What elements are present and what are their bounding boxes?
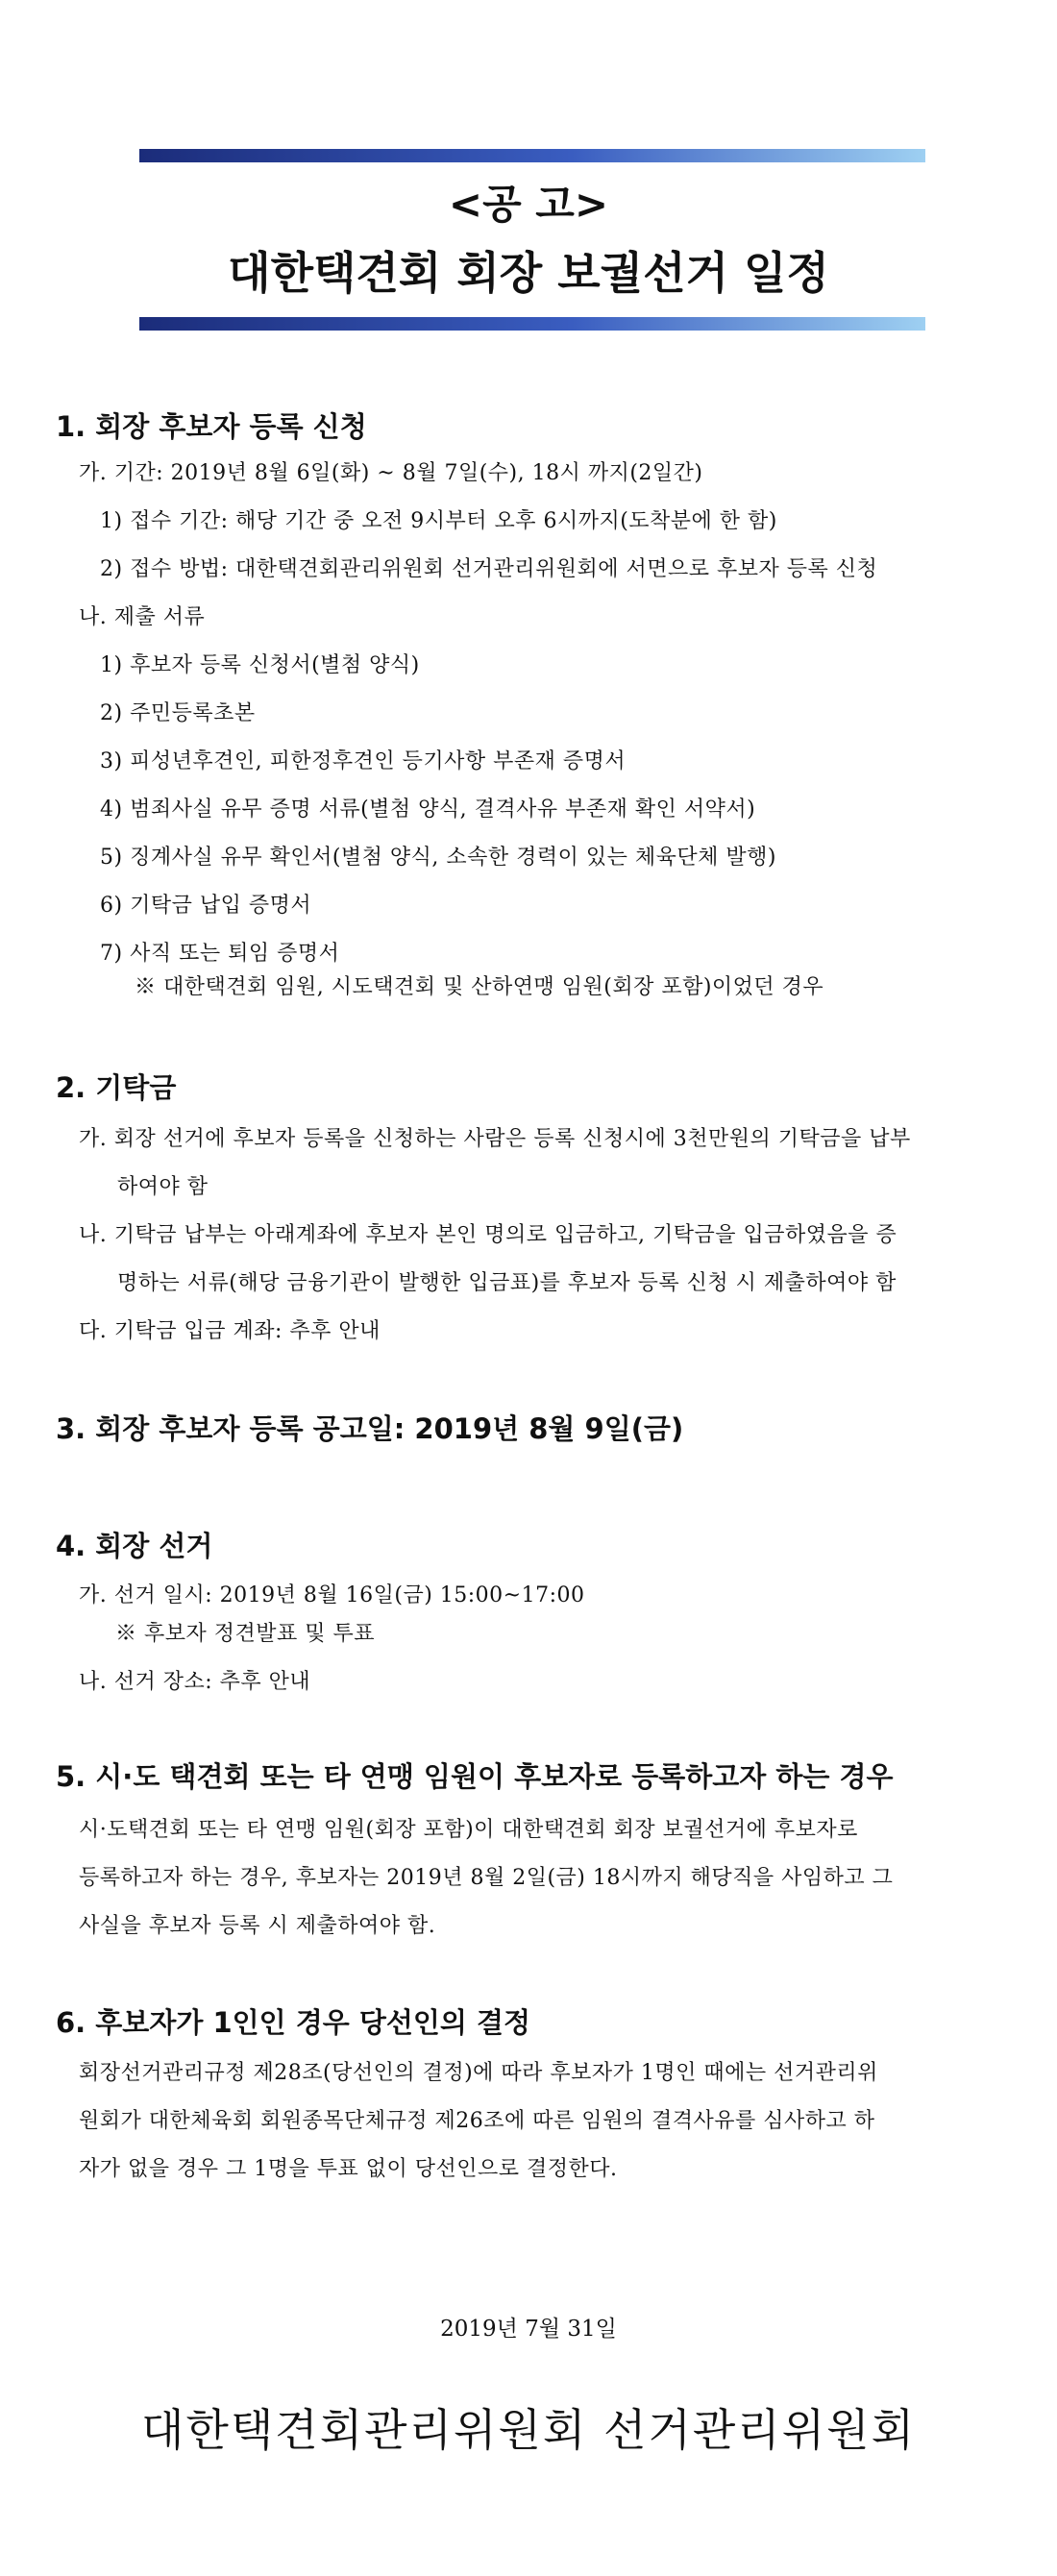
s1-receipt-method: 2) 접수 방법: 대한택견회관리위원회 선거관리위원회에 서면으로 후보자 등록 신청 [100, 557, 878, 581]
section-5-heading: 5. 시·도 택견회 또는 타 연맹 임원이 후보자로 등록하고자 하는 경우 [56, 1760, 894, 1793]
s6-line: 원회가 대한체육회 회원종목단체규정 제26조에 따른 임원의 결격사유를 심사하고 하 [79, 2109, 875, 2133]
s1-doc-item: 7) 사직 또는 퇴임 증명서 [100, 942, 340, 966]
s4-election-datetime: 가. 선거 일시: 2019년 8월 16일(금) 15:00~17:00 [79, 1583, 585, 1607]
s2-item-ga-line2: 하여야 함 [117, 1175, 209, 1199]
s2-item-na-line1: 나. 기탁금 납부는 아래계좌에 후보자 본인 명의로 입금하고, 기탁금을 입금하였음을 증 [79, 1223, 897, 1247]
section-4-heading: 4. 회장 선거 [56, 1530, 213, 1562]
section-2-heading: 2. 기탁금 [56, 1071, 177, 1104]
s6-line: 회장선거관리규정 제28조(당선인의 결정)에 따라 후보자가 1명인 때에는 선거관리위 [79, 2061, 878, 2085]
s1-doc-item: 2) 주민등록초본 [100, 701, 256, 725]
s2-item-ga-line1: 가. 회장 선거에 후보자 등록을 신청하는 사람은 등록 신청시에 3천만원의 기탁금을 납부 [79, 1127, 911, 1151]
s1-note: ※ 대한택견회 임원, 시도택견회 및 산하연맹 임원(회장 포함)이었던 경우 [135, 975, 824, 999]
s2-item-da: 다. 기탁금 입금 계좌: 추후 안내 [79, 1319, 381, 1343]
s1-receipt-period: 1) 접수 기간: 해당 기간 중 오전 9시부터 오후 6시까지(도착분에 한 함) [100, 509, 777, 533]
s1-doc-item: 3) 피성년후견인, 피한정후견인 등기사항 부존재 증명서 [100, 749, 627, 773]
section-3-heading: 3. 회장 후보자 등록 공고일: 2019년 8월 9일(금) [56, 1412, 684, 1445]
s4-note: ※ 후보자 정견발표 및 투표 [115, 1622, 375, 1646]
section-1-heading: 1. 회장 후보자 등록 신청 [56, 410, 367, 443]
s1-doc-item: 6) 기탁금 납입 증명서 [100, 894, 312, 918]
bottom-decor-bar [139, 317, 925, 331]
s5-line: 시·도택견회 또는 타 연맹 임원(회장 포함)이 대한택견회 회장 보궐선거에 후보자로 [79, 1818, 858, 1842]
top-decor-bar [139, 149, 925, 162]
s5-line: 사실을 후보자 등록 시 제출하여야 함. [79, 1914, 436, 1938]
section-6-heading: 6. 후보자가 1인인 경우 당선인의 결정 [56, 2006, 531, 2039]
s2-item-na-line2: 명하는 서류(해당 금융기관이 발행한 입금표)를 후보자 등록 신청 시 제출하여야 함 [117, 1271, 897, 1295]
s4-election-place: 나. 선거 장소: 추후 안내 [79, 1670, 311, 1694]
s1-period: 가. 기간: 2019년 8월 6일(화) ~ 8월 7일(수), 18시 까지(2일간) [79, 461, 703, 485]
s5-line: 등록하고자 하는 경우, 후보자는 2019년 8월 2일(금) 18시까지 해당직을 사임하고 그 [79, 1866, 894, 1890]
s1-documents-label: 나. 제출 서류 [79, 605, 206, 629]
s1-doc-item: 1) 후보자 등록 신청서(별첨 양식) [100, 653, 420, 677]
page-title: 대한택견회 회장 보궐선거 일정 [228, 247, 829, 299]
notice-label: <공 고> [448, 181, 609, 228]
s1-doc-item: 4) 범죄사실 유무 증명 서류(별첨 양식, 결격사유 부존재 확인 서약서) [100, 797, 756, 822]
announcement-date: 2019년 7월 31일 [440, 2317, 617, 2342]
s1-doc-item: 5) 징계사실 유무 확인서(별첨 양식, 소속한 경력이 있는 체육단체 발행) [100, 846, 776, 870]
issuing-organization: 대한택견회관리위원회 선거관리위원회 [140, 2404, 917, 2456]
s6-line: 자가 없을 경우 그 1명을 투표 없이 당선인으로 결정한다. [79, 2157, 618, 2181]
